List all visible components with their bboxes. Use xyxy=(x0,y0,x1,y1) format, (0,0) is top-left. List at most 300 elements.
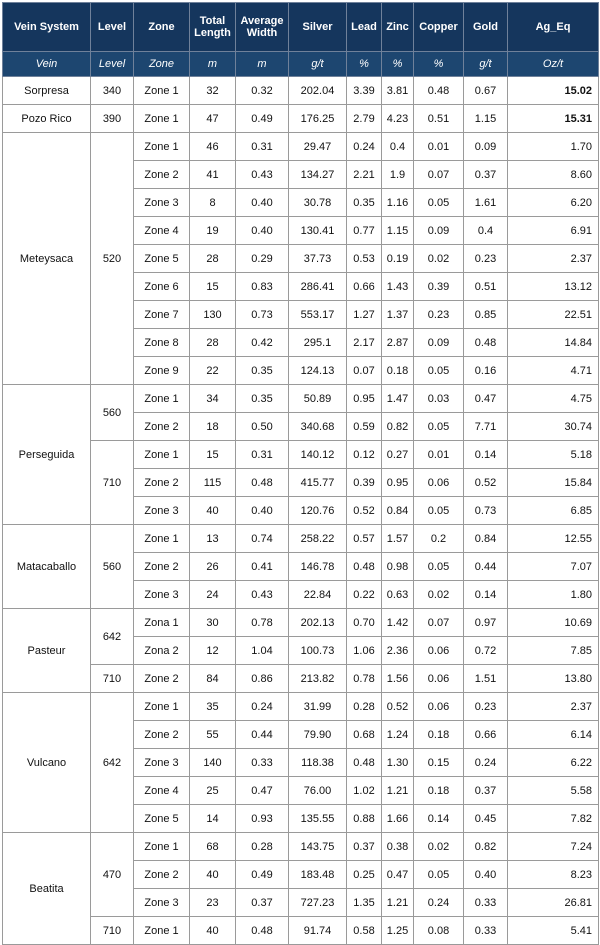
cell-width: 0.93 xyxy=(236,805,289,833)
table-row xyxy=(3,525,599,553)
cell-width: 0.40 xyxy=(236,217,289,245)
cell-zinc: 0.18 xyxy=(382,357,414,385)
cell-width: 0.48 xyxy=(236,917,289,945)
cell-lead: 0.53 xyxy=(347,245,382,273)
cell-gold: 0.33 xyxy=(464,889,508,917)
cell-width: 0.29 xyxy=(236,245,289,273)
cell-gold: 0.67 xyxy=(464,77,508,105)
cell-copper: 0.09 xyxy=(414,329,464,357)
cell-ageq: 26.81 xyxy=(508,889,599,917)
cell-copper: 0.06 xyxy=(414,665,464,693)
cell-silver: 79.90 xyxy=(289,721,347,749)
cell-ageq: 8.60 xyxy=(508,161,599,189)
cell-lead: 1.35 xyxy=(347,889,382,917)
cell-length: 34 xyxy=(190,385,236,413)
cell-lead: 0.52 xyxy=(347,497,382,525)
cell-zone: Zone 1 xyxy=(134,133,190,161)
cell-length: 40 xyxy=(190,917,236,945)
cell-width: 1.04 xyxy=(236,637,289,665)
cell-copper: 0.06 xyxy=(414,693,464,721)
cell-lead: 0.77 xyxy=(347,217,382,245)
cell-gold: 0.16 xyxy=(464,357,508,385)
header-silver: Silver xyxy=(289,3,347,52)
cell-zone: Zone 3 xyxy=(134,189,190,217)
cell-zone: Zone 1 xyxy=(134,105,190,133)
cell-zone: Zone 1 xyxy=(134,693,190,721)
cell-copper: 0.05 xyxy=(414,553,464,581)
cell-zinc: 1.56 xyxy=(382,665,414,693)
cell-silver: 183.48 xyxy=(289,861,347,889)
unit-length: m xyxy=(190,52,236,77)
cell-zinc: 0.52 xyxy=(382,693,414,721)
cell-width: 0.74 xyxy=(236,525,289,553)
cell-silver: 146.78 xyxy=(289,553,347,581)
unit-ag-eq: Oz/t xyxy=(508,52,599,77)
cell-silver: 50.89 xyxy=(289,385,347,413)
cell-silver: 76.00 xyxy=(289,777,347,805)
cell-width: 0.32 xyxy=(236,77,289,105)
cell-length: 130 xyxy=(190,301,236,329)
cell-silver: 120.76 xyxy=(289,497,347,525)
cell-zinc: 1.42 xyxy=(382,609,414,637)
cell-ageq: 13.12 xyxy=(508,273,599,301)
cell-lead: 0.25 xyxy=(347,861,382,889)
cell-width: 0.78 xyxy=(236,609,289,637)
unit-level: Level xyxy=(91,52,134,77)
cell-silver: 130.41 xyxy=(289,217,347,245)
vein-grades-table xyxy=(2,2,599,945)
cell-zone: Zone 1 xyxy=(134,833,190,861)
cell-zone: Zone 2 xyxy=(134,721,190,749)
cell-copper: 0.2 xyxy=(414,525,464,553)
cell-width: 0.50 xyxy=(236,413,289,441)
cell-gold: 0.52 xyxy=(464,469,508,497)
cell-zinc: 4.23 xyxy=(382,105,414,133)
cell-lead: 0.24 xyxy=(347,133,382,161)
unit-gold: g/t xyxy=(464,52,508,77)
cell-zone: Zone 2 xyxy=(134,861,190,889)
cell-zinc: 1.21 xyxy=(382,889,414,917)
table-row xyxy=(3,693,599,721)
header-level: Level xyxy=(91,3,134,52)
cell-gold: 0.23 xyxy=(464,693,508,721)
cell-zone: Zone 1 xyxy=(134,441,190,469)
table-row xyxy=(3,609,599,637)
cell-gold: 1.51 xyxy=(464,665,508,693)
cell-width: 0.44 xyxy=(236,721,289,749)
cell-lead: 0.48 xyxy=(347,749,382,777)
cell-gold: 0.47 xyxy=(464,385,508,413)
table-row xyxy=(3,665,599,693)
cell-zinc: 1.43 xyxy=(382,273,414,301)
cell-width: 0.35 xyxy=(236,357,289,385)
cell-level: 520 xyxy=(91,133,134,385)
header-zinc: Zinc xyxy=(382,3,414,52)
table-row xyxy=(3,133,599,161)
cell-zone: Zone 5 xyxy=(134,245,190,273)
table-row xyxy=(3,917,599,945)
cell-zinc: 1.9 xyxy=(382,161,414,189)
unit-vein: Vein xyxy=(3,52,91,77)
cell-gold: 0.37 xyxy=(464,161,508,189)
cell-silver: 202.13 xyxy=(289,609,347,637)
cell-silver: 415.77 xyxy=(289,469,347,497)
cell-silver: 143.75 xyxy=(289,833,347,861)
cell-length: 35 xyxy=(190,693,236,721)
cell-ageq: 6.20 xyxy=(508,189,599,217)
cell-silver: 295.1 xyxy=(289,329,347,357)
cell-zone: Zone 2 xyxy=(134,665,190,693)
cell-copper: 0.24 xyxy=(414,889,464,917)
cell-ageq: 7.85 xyxy=(508,637,599,665)
cell-ageq: 7.07 xyxy=(508,553,599,581)
cell-length: 84 xyxy=(190,665,236,693)
cell-zone: Zona 1 xyxy=(134,609,190,637)
cell-zinc: 1.37 xyxy=(382,301,414,329)
cell-length: 18 xyxy=(190,413,236,441)
cell-copper: 0.05 xyxy=(414,861,464,889)
table-row xyxy=(3,105,599,133)
cell-length: 68 xyxy=(190,833,236,861)
cell-width: 0.43 xyxy=(236,161,289,189)
cell-zinc: 0.82 xyxy=(382,413,414,441)
table-body xyxy=(3,77,599,945)
cell-length: 15 xyxy=(190,441,236,469)
cell-copper: 0.06 xyxy=(414,637,464,665)
cell-width: 0.24 xyxy=(236,693,289,721)
cell-width: 0.31 xyxy=(236,133,289,161)
cell-silver: 258.22 xyxy=(289,525,347,553)
cell-lead: 1.02 xyxy=(347,777,382,805)
header-gold: Gold xyxy=(464,3,508,52)
cell-zinc: 1.15 xyxy=(382,217,414,245)
unit-width: m xyxy=(236,52,289,77)
cell-zone: Zone 4 xyxy=(134,777,190,805)
cell-silver: 202.04 xyxy=(289,77,347,105)
cell-vein-system: Sorpresa xyxy=(3,77,91,105)
cell-width: 0.40 xyxy=(236,497,289,525)
cell-silver: 140.12 xyxy=(289,441,347,469)
cell-lead: 3.39 xyxy=(347,77,382,105)
cell-level: 340 xyxy=(91,77,134,105)
cell-vein-system: Vulcano xyxy=(3,693,91,833)
cell-level: 560 xyxy=(91,385,134,441)
cell-length: 40 xyxy=(190,861,236,889)
cell-ageq: 6.14 xyxy=(508,721,599,749)
cell-zone: Zone 1 xyxy=(134,77,190,105)
cell-gold: 0.85 xyxy=(464,301,508,329)
cell-lead: 0.48 xyxy=(347,553,382,581)
cell-copper: 0.18 xyxy=(414,777,464,805)
cell-gold: 0.45 xyxy=(464,805,508,833)
header-copper: Copper xyxy=(414,3,464,52)
cell-copper: 0.23 xyxy=(414,301,464,329)
cell-length: 140 xyxy=(190,749,236,777)
cell-level: 642 xyxy=(91,609,134,665)
table-row xyxy=(3,77,599,105)
cell-zinc: 0.38 xyxy=(382,833,414,861)
cell-gold: 0.48 xyxy=(464,329,508,357)
unit-copper: % xyxy=(414,52,464,77)
cell-gold: 0.44 xyxy=(464,553,508,581)
cell-zone: Zone 4 xyxy=(134,217,190,245)
cell-level: 390 xyxy=(91,105,134,133)
cell-silver: 30.78 xyxy=(289,189,347,217)
cell-ageq: 7.82 xyxy=(508,805,599,833)
unit-zinc: % xyxy=(382,52,414,77)
cell-ageq: 14.84 xyxy=(508,329,599,357)
cell-silver: 135.55 xyxy=(289,805,347,833)
cell-zone: Zone 2 xyxy=(134,161,190,189)
cell-length: 15 xyxy=(190,273,236,301)
cell-gold: 0.14 xyxy=(464,581,508,609)
cell-length: 12 xyxy=(190,637,236,665)
cell-silver: 553.17 xyxy=(289,301,347,329)
cell-zone: Zone 1 xyxy=(134,525,190,553)
cell-gold: 0.72 xyxy=(464,637,508,665)
cell-gold: 0.40 xyxy=(464,861,508,889)
cell-copper: 0.08 xyxy=(414,917,464,945)
cell-lead: 0.35 xyxy=(347,189,382,217)
cell-zinc: 0.27 xyxy=(382,441,414,469)
cell-zone: Zone 5 xyxy=(134,805,190,833)
cell-zinc: 1.16 xyxy=(382,189,414,217)
cell-copper: 0.09 xyxy=(414,217,464,245)
cell-lead: 2.17 xyxy=(347,329,382,357)
cell-zinc: 0.4 xyxy=(382,133,414,161)
cell-gold: 0.37 xyxy=(464,777,508,805)
cell-ageq: 13.80 xyxy=(508,665,599,693)
cell-silver: 286.41 xyxy=(289,273,347,301)
cell-zinc: 1.57 xyxy=(382,525,414,553)
cell-length: 47 xyxy=(190,105,236,133)
cell-ageq: 10.69 xyxy=(508,609,599,637)
cell-copper: 0.39 xyxy=(414,273,464,301)
cell-gold: 0.97 xyxy=(464,609,508,637)
cell-width: 0.43 xyxy=(236,581,289,609)
cell-ageq: 6.85 xyxy=(508,497,599,525)
cell-silver: 29.47 xyxy=(289,133,347,161)
table-row xyxy=(3,833,599,861)
units-row xyxy=(3,52,599,77)
cell-ageq: 6.91 xyxy=(508,217,599,245)
cell-width: 0.31 xyxy=(236,441,289,469)
cell-copper: 0.48 xyxy=(414,77,464,105)
header-lead: Lead xyxy=(347,3,382,52)
cell-copper: 0.01 xyxy=(414,133,464,161)
cell-length: 28 xyxy=(190,329,236,357)
cell-silver: 31.99 xyxy=(289,693,347,721)
cell-ageq: 1.80 xyxy=(508,581,599,609)
cell-ageq: 8.23 xyxy=(508,861,599,889)
cell-vein-system: Beatita xyxy=(3,833,91,945)
cell-zone: Zone 1 xyxy=(134,917,190,945)
cell-zone: Zone 3 xyxy=(134,889,190,917)
unit-zone: Zone xyxy=(134,52,190,77)
cell-zone: Zone 3 xyxy=(134,497,190,525)
cell-length: 22 xyxy=(190,357,236,385)
cell-level: 710 xyxy=(91,441,134,525)
table-container xyxy=(2,2,598,945)
cell-zinc: 0.19 xyxy=(382,245,414,273)
cell-ageq: 15.84 xyxy=(508,469,599,497)
header-total-length: Total Length xyxy=(190,3,236,52)
cell-silver: 118.38 xyxy=(289,749,347,777)
cell-width: 0.83 xyxy=(236,273,289,301)
cell-width: 0.49 xyxy=(236,861,289,889)
cell-ageq: 15.02 xyxy=(508,77,599,105)
cell-length: 55 xyxy=(190,721,236,749)
cell-ageq: 2.37 xyxy=(508,245,599,273)
header-average-width: Average Width xyxy=(236,3,289,52)
cell-width: 0.49 xyxy=(236,105,289,133)
cell-zone: Zona 2 xyxy=(134,637,190,665)
cell-ageq: 7.24 xyxy=(508,833,599,861)
header-zone: Zone xyxy=(134,3,190,52)
cell-zone: Zone 2 xyxy=(134,553,190,581)
cell-copper: 0.02 xyxy=(414,245,464,273)
cell-gold: 0.4 xyxy=(464,217,508,245)
cell-gold: 1.15 xyxy=(464,105,508,133)
cell-copper: 0.02 xyxy=(414,833,464,861)
cell-level: 560 xyxy=(91,525,134,609)
cell-copper: 0.05 xyxy=(414,497,464,525)
cell-level: 710 xyxy=(91,917,134,945)
cell-zinc: 1.30 xyxy=(382,749,414,777)
cell-ageq: 5.41 xyxy=(508,917,599,945)
cell-zone: Zone 6 xyxy=(134,273,190,301)
cell-width: 0.40 xyxy=(236,189,289,217)
cell-gold: 0.73 xyxy=(464,497,508,525)
cell-lead: 0.22 xyxy=(347,581,382,609)
cell-zinc: 0.95 xyxy=(382,469,414,497)
cell-zinc: 3.81 xyxy=(382,77,414,105)
cell-lead: 0.58 xyxy=(347,917,382,945)
cell-zinc: 1.47 xyxy=(382,385,414,413)
cell-copper: 0.03 xyxy=(414,385,464,413)
cell-copper: 0.07 xyxy=(414,609,464,637)
cell-silver: 22.84 xyxy=(289,581,347,609)
cell-length: 25 xyxy=(190,777,236,805)
cell-lead: 0.78 xyxy=(347,665,382,693)
cell-gold: 0.14 xyxy=(464,441,508,469)
cell-width: 0.42 xyxy=(236,329,289,357)
cell-width: 0.28 xyxy=(236,833,289,861)
cell-length: 26 xyxy=(190,553,236,581)
cell-vein-system: Matacaballo xyxy=(3,525,91,609)
cell-ageq: 2.37 xyxy=(508,693,599,721)
cell-gold: 0.33 xyxy=(464,917,508,945)
cell-ageq: 1.70 xyxy=(508,133,599,161)
cell-zinc: 1.66 xyxy=(382,805,414,833)
cell-vein-system: Perseguida xyxy=(3,385,91,525)
cell-copper: 0.07 xyxy=(414,161,464,189)
cell-copper: 0.15 xyxy=(414,749,464,777)
cell-gold: 1.61 xyxy=(464,189,508,217)
cell-lead: 0.68 xyxy=(347,721,382,749)
cell-gold: 0.09 xyxy=(464,133,508,161)
cell-silver: 37.73 xyxy=(289,245,347,273)
cell-level: 470 xyxy=(91,833,134,917)
cell-level: 642 xyxy=(91,693,134,833)
cell-length: 32 xyxy=(190,77,236,105)
cell-zinc: 0.98 xyxy=(382,553,414,581)
cell-copper: 0.14 xyxy=(414,805,464,833)
cell-length: 46 xyxy=(190,133,236,161)
cell-silver: 91.74 xyxy=(289,917,347,945)
cell-width: 0.48 xyxy=(236,469,289,497)
table-row xyxy=(3,441,599,469)
cell-ageq: 30.74 xyxy=(508,413,599,441)
cell-copper: 0.18 xyxy=(414,721,464,749)
cell-zinc: 0.47 xyxy=(382,861,414,889)
cell-length: 8 xyxy=(190,189,236,217)
cell-copper: 0.51 xyxy=(414,105,464,133)
cell-gold: 0.51 xyxy=(464,273,508,301)
cell-lead: 0.12 xyxy=(347,441,382,469)
cell-lead: 0.88 xyxy=(347,805,382,833)
cell-lead: 0.07 xyxy=(347,357,382,385)
cell-copper: 0.06 xyxy=(414,469,464,497)
cell-length: 23 xyxy=(190,889,236,917)
unit-lead: % xyxy=(347,52,382,77)
cell-ageq: 6.22 xyxy=(508,749,599,777)
cell-lead: 0.66 xyxy=(347,273,382,301)
cell-level: 710 xyxy=(91,665,134,693)
cell-lead: 0.28 xyxy=(347,693,382,721)
cell-length: 40 xyxy=(190,497,236,525)
cell-zone: Zone 2 xyxy=(134,469,190,497)
cell-silver: 176.25 xyxy=(289,105,347,133)
cell-lead: 2.21 xyxy=(347,161,382,189)
cell-gold: 0.23 xyxy=(464,245,508,273)
cell-gold: 0.84 xyxy=(464,525,508,553)
cell-ageq: 4.75 xyxy=(508,385,599,413)
cell-zone: Zone 7 xyxy=(134,301,190,329)
cell-width: 0.73 xyxy=(236,301,289,329)
cell-zone: Zone 3 xyxy=(134,581,190,609)
cell-ageq: 22.51 xyxy=(508,301,599,329)
cell-copper: 0.05 xyxy=(414,413,464,441)
header-row xyxy=(3,3,599,52)
cell-length: 115 xyxy=(190,469,236,497)
cell-silver: 727.23 xyxy=(289,889,347,917)
cell-zinc: 2.36 xyxy=(382,637,414,665)
cell-lead: 1.27 xyxy=(347,301,382,329)
cell-gold: 0.82 xyxy=(464,833,508,861)
cell-zinc: 0.84 xyxy=(382,497,414,525)
cell-width: 0.86 xyxy=(236,665,289,693)
cell-length: 13 xyxy=(190,525,236,553)
cell-ageq: 5.18 xyxy=(508,441,599,469)
cell-ageq: 12.55 xyxy=(508,525,599,553)
cell-gold: 0.24 xyxy=(464,749,508,777)
cell-gold: 0.66 xyxy=(464,721,508,749)
cell-vein-system: Pozo Rico xyxy=(3,105,91,133)
table-row xyxy=(3,385,599,413)
unit-silver: g/t xyxy=(289,52,347,77)
header-vein-system: Vein System xyxy=(3,3,91,52)
cell-vein-system: Pasteur xyxy=(3,609,91,693)
cell-gold: 7.71 xyxy=(464,413,508,441)
cell-zinc: 0.63 xyxy=(382,581,414,609)
cell-copper: 0.05 xyxy=(414,189,464,217)
cell-ageq: 4.71 xyxy=(508,357,599,385)
cell-width: 0.37 xyxy=(236,889,289,917)
cell-zone: Zone 3 xyxy=(134,749,190,777)
cell-zone: Zone 2 xyxy=(134,413,190,441)
cell-silver: 340.68 xyxy=(289,413,347,441)
